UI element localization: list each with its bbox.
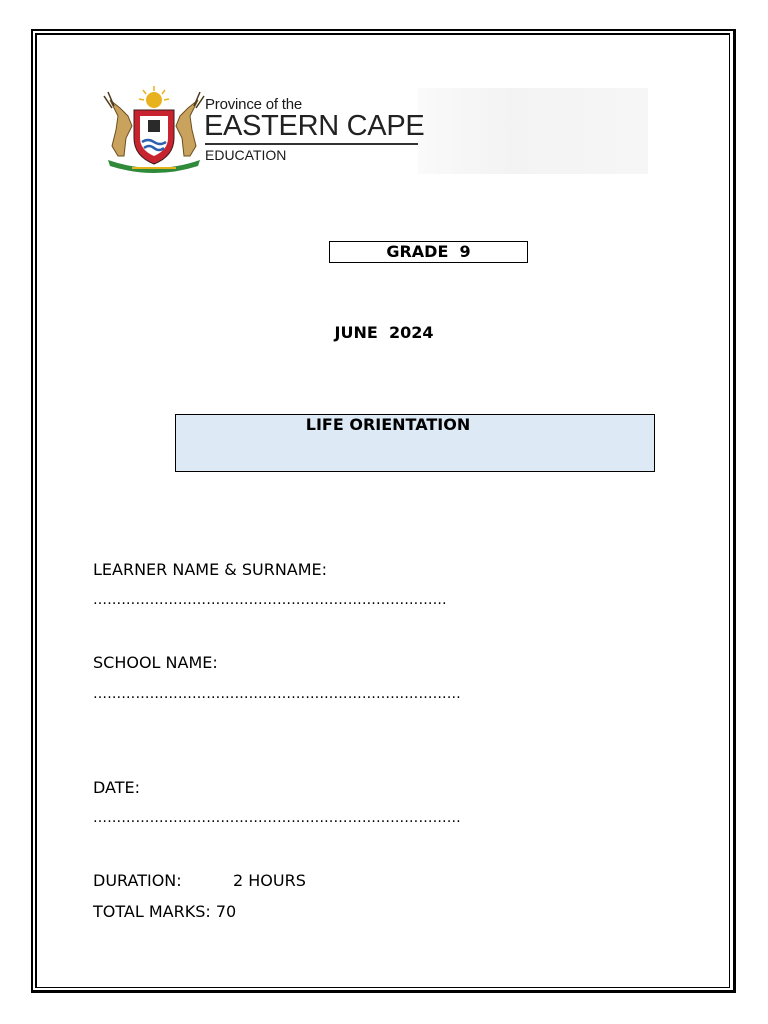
school-name-field[interactable]: ……………………………………………………………………: [93, 686, 461, 702]
department-logo: [98, 86, 648, 178]
exam-date: JUNE 2024: [334, 323, 434, 342]
date-field[interactable]: ……………………………………………………………………: [93, 810, 461, 826]
grade-label: GRADE 9: [329, 241, 528, 263]
logo-education-text: EDUCATION: [205, 147, 287, 163]
date-label: DATE:: [93, 778, 141, 797]
logo-divider: [205, 143, 418, 145]
logo-eastern-cape-text: EASTERN CAPE: [204, 110, 425, 142]
coat-of-arms-icon: [98, 86, 210, 174]
subject-box: [175, 414, 655, 472]
duration-value: 2 HOURS: [233, 871, 306, 890]
school-name-label: SCHOOL NAME:: [93, 653, 218, 672]
learner-name-field[interactable]: …………………………………………………………………: [93, 592, 447, 608]
total-marks: TOTAL MARKS: 70: [93, 902, 237, 921]
logo-background: [418, 88, 648, 174]
logo-province-text: Province of the: [205, 96, 303, 113]
subject-title: LIFE ORIENTATION: [305, 415, 471, 434]
learner-name-label: LEARNER NAME & SURNAME:: [93, 560, 328, 579]
duration-label: DURATION:: [93, 871, 182, 890]
